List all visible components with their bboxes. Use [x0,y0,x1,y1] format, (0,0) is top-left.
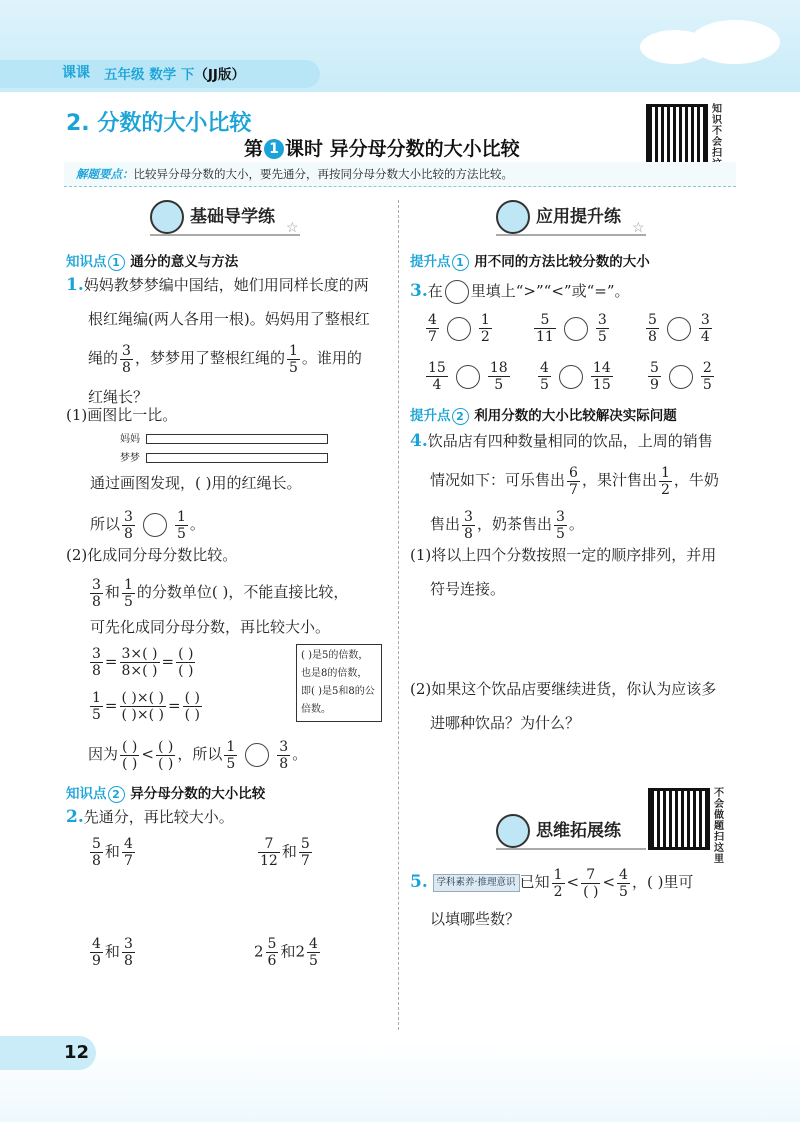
compare-pair: 2 $\frac{5}{6}$ 和2 $\frac{4}{5}$ [254,936,318,969]
page-number: 12 [64,1042,90,1063]
compare-circle[interactable] [667,317,691,341]
qr-code[interactable] [646,104,708,166]
footer-band [0,1040,800,1122]
knowledge-point-2: 知识点 2 异分母分数的大小比较 [66,786,266,802]
question-5: 5. 学科素养·推理意识 已知 $\frac{1}{2}$ < $\frac{7}{( )}$ < $\frac{4}{5}$ ，( )里可 以填哪些数？ [410,866,694,928]
improve-point-2: 提升点 2 利用分数的大小比较解决实际问题 [410,408,677,424]
lesson-title: 2. 分数的大小比较 [66,111,252,136]
hint-note: ( )是5的倍数，也是8的倍数，即( )是5和8的公倍数。 [296,644,382,722]
compare-item: $\frac{5}{8}$ $\frac{3}{4}$ [648,312,710,345]
find-text: 通过画图发现，( )用的红绳长。 [90,474,302,492]
section-title: 基础导学练 [150,200,300,236]
conclusion: 因为 $\frac{( )}{( )}$ < $\frac{( )}{( )}$ ，所以 $\frac{1}{5}$ $\frac{3}{8}$ 。 [88,738,308,772]
lesson-subtitle: 第 1 课时 异分母分数的大小比较 [244,138,520,160]
compare-circle[interactable] [559,365,583,389]
calc-row-2: $\frac{1}{5}$ = $\frac{( )\times( )}{( )\times( )}$ = $\frac{( )}{( )}$ [92,690,200,723]
header-logo: 课课 [62,65,90,81]
qr-label: 知识不会扫 [712,104,722,159]
knowledge-point-1: 知识点 1 通分的意义与方法 [66,254,239,270]
bar-model [146,453,328,463]
circle-icon [445,280,469,304]
compare-circle[interactable] [669,365,693,389]
badge: 学科素养·推理意识 [433,874,520,892]
mascot-icon [150,200,184,234]
section-title: 应用提升练 [496,200,646,236]
column-divider [398,200,399,1030]
star-icon: ☆ [632,220,645,236]
mascot-icon [496,814,530,848]
compare-pair: $\frac{5}{8}$ 和 $\frac{4}{7}$ [92,836,133,869]
bar-meng: 梦梦 [120,449,328,464]
question-4-part-2: (2)如果这个饮品店要继续进货，你认为应该多 进哪种饮品？为什么？ [410,680,717,732]
star-icon: ☆ [286,220,299,236]
compare-item: $\frac{15}{4}$ $\frac{18}{5}$ [428,360,508,393]
qr-code[interactable] [648,788,710,850]
header-grade: 五年级 数学 下（JJ版） [104,67,245,83]
compare-circle[interactable] [456,365,480,389]
qr-label: 不会做题扫这里 [714,788,724,865]
compare-pair: $\frac{4}{9}$ 和 $\frac{3}{8}$ [92,936,133,969]
question-4-part-1: (1)将以上四个分数按照一定的顺序排列，并用 符号连接。 [410,546,717,598]
section-header-basic [150,200,300,236]
bar-model [146,434,328,444]
bar-mom: 妈妈 [120,430,328,445]
question-3: 3.在 里填上“>”“<”或“=”。 [410,274,629,308]
compare-item: $\frac{4}{5}$ $\frac{14}{15}$ [540,360,611,393]
question-1-part-2: (2)化成同分母分数比较。 [66,546,238,564]
calc-row-1: $\frac{3}{8}$ = $\frac{3\times( )}{8\times( )}$ = $\frac{( )}{( )}$ [92,646,194,679]
compare-circle[interactable] [447,317,471,341]
improve-point-1: 提升点 1 用不同的方法比较分数的大小 [410,254,650,270]
unit-compare: $\frac{3}{8}$ 和 $\frac{1}{5}$ 的分数单位( )，不能直接比较， [92,576,349,610]
compare-item: $\frac{5}{9}$ $\frac{2}{5}$ [650,360,712,393]
question-1: 1.妈妈教梦梦编中国结，她们用同样长度的两 根红绳编(两人各用一根)。妈妈用了整根红 绳的 $\frac{3}{8}$ ，梦梦用了整根红绳的 $\frac{1}{5}$ 。谁用的 红绳长？ [66,275,370,406]
so-compare: 所以 $\frac{3}{8}$ $\frac{1}{5}$ 。 [90,508,205,542]
compare-item: $\frac{4}{7}$ $\frac{1}{2}$ [428,312,490,345]
tip-bar: 解题要点：比较异分母分数的大小，要先通分，再按同分母分数大小比较的方法比较。 [64,162,736,187]
section-header-extend [496,814,646,850]
question-4: 4.饮品店有四种数量相同的饮品，上周的销售 情况如下：可乐售出 $\frac{6}{7}$ ，果汁售出 $\frac{1}{2}$ ，牛奶 售出 $\frac{3}{8}$ ，奶茶售出 $\frac{3}{5}$ 。 [410,431,719,542]
question-2: 2.先通分，再比较大小。 [66,807,234,827]
compare-pair: $\frac{7}{12}$ 和 $\frac{5}{7}$ [260,836,310,869]
convert-text: 可先化成同分母分数，再比较大小。 [90,618,331,636]
section-header-applied [496,200,646,236]
question-1-part-1: (1)画图比一比。 [66,406,178,424]
compare-circle[interactable] [564,317,588,341]
mascot-icon [496,200,530,234]
compare-circle[interactable] [143,513,167,537]
cloud-decoration [690,20,780,64]
section-title: 思维拓展练 [496,814,646,850]
compare-circle[interactable] [245,743,269,767]
compare-item: $\frac{5}{11}$ $\frac{3}{5}$ [536,312,607,345]
